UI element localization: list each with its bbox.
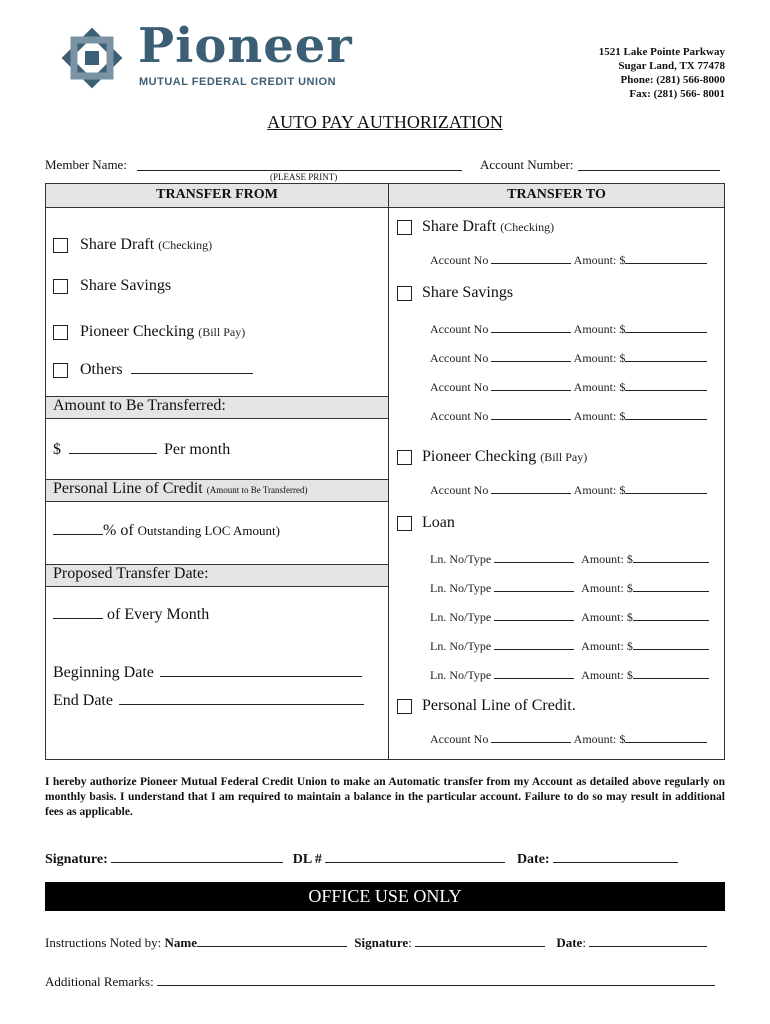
loan-row [430,550,709,567]
amount-field[interactable] [625,378,707,391]
to-share-savings-label: Share Savings [422,284,514,301]
loan-row [430,666,709,683]
ploc-percent-field[interactable] [53,522,103,535]
logo-star-icon [52,18,132,98]
account-no-field[interactable] [491,251,571,264]
to-share-savings-checkbox[interactable] [397,286,412,301]
beginning-date [53,664,362,682]
to-share-savings [397,284,513,302]
date2-field[interactable] [589,934,707,947]
ln-type-label: Ln. No/Type [430,668,492,682]
account-no-label: Account No [430,253,489,267]
every-month-label: of Every Month [107,606,210,623]
signature-row [45,850,678,868]
end-date [53,692,364,710]
amount-field[interactable] [625,481,707,494]
from-share-savings-checkbox[interactable] [53,279,68,294]
authorization-text: I hereby authorize Pioneer Mutual Federal Credit Union to make an Automatic transfer from my Account as detailed above regularly on monthly basis. I understand that I am required to maintain a balance in the particular account. Failure to do so may result in additional fees as applicable. [45,776,725,818]
amount-field[interactable] [633,608,709,621]
account-number-label: Account Number: [480,157,574,172]
signature-label: Signature: [45,852,108,867]
acct-row [430,251,707,268]
please-print-note: (PLEASE PRINT) [270,172,338,182]
amount-field[interactable] [625,320,707,333]
page-title: AUTO PAY AUTHORIZATION [267,112,503,132]
from-pioneer-checking-label: Pioneer Checking [80,323,195,340]
to-share-draft-checkbox[interactable] [397,220,412,235]
amount-label: Amount: $ [581,610,633,624]
instructions-label: Instructions Noted by: [45,935,162,950]
end-date-label: End Date [53,692,113,709]
member-name-field[interactable] [137,157,462,171]
amount-field[interactable] [625,251,707,264]
amount-label: Amount: $ [581,668,633,682]
from-others-checkbox[interactable] [53,363,68,378]
instructions-row: Instructions Noted by: Name Signature: Date: [45,934,707,951]
acct-row [430,407,707,424]
ln-type-field[interactable] [494,608,574,621]
ploc-header-note: (Amount to Be Transferred) [206,485,308,495]
ploc-percent [53,522,280,540]
phone: Phone: (281) 566-8000 [620,74,725,86]
acct-row [430,730,707,747]
org-subtitle: MUTUAL FEDERAL CREDIT UNION [139,76,337,88]
dollar-sign: $ [53,441,61,458]
to-share-draft-note: (Checking) [500,220,555,234]
amount-field[interactable] [633,579,709,592]
from-share-draft-checkbox[interactable] [53,238,68,253]
ln-type-field[interactable] [494,550,574,563]
acct-row [430,481,707,498]
amount-label: Amount: $ [581,639,633,653]
signature2-field[interactable] [415,934,545,947]
logo [52,18,132,98]
account-no-label: Account No [430,351,489,365]
account-no-label: Account No [430,409,489,423]
amount-header: Amount to Be Transferred: [53,397,226,414]
name-label: Name [164,935,198,950]
loan-row [430,608,709,625]
amount-label: Amount: $ [581,581,633,595]
address-line-1: 1521 Lake Pointe Parkway [598,46,725,58]
account-no-field[interactable] [491,378,571,391]
to-share-draft-label: Share Draft [422,218,497,235]
per-month-label: Per month [164,441,231,458]
from-share-savings [53,277,171,295]
from-others [53,361,253,379]
acct-row [430,349,707,366]
amount-field[interactable] [69,441,157,454]
ln-type-label: Ln. No/Type [430,639,492,653]
remarks-row [45,973,715,990]
to-pioneer-checking-note: (Bill Pay) [540,450,588,464]
office-use-title: OFFICE USE ONLY [308,886,462,906]
amount-label: Amount: $ [573,253,626,267]
account-no-field[interactable] [491,349,571,362]
ln-type-field[interactable] [494,637,574,650]
from-others-field[interactable] [131,361,253,374]
from-share-draft [53,236,212,254]
table-divider [388,183,389,760]
date-field[interactable] [553,850,678,863]
from-share-savings-label: Share Savings [80,277,172,294]
amount-label: Amount: $ [573,483,626,497]
org-address [599,45,725,101]
beginning-date-label: Beginning Date [53,664,154,681]
every-month [53,606,209,624]
to-pioneer-checking-label: Pioneer Checking [422,448,537,465]
org-name: Pioneer [138,18,353,74]
to-plc [397,697,576,715]
account-no-label: Account No [430,322,489,336]
amount-field[interactable] [633,637,709,650]
amount-label: Amount: $ [573,351,626,365]
to-pioneer-checking-checkbox[interactable] [397,450,412,465]
proposed-header: Proposed Transfer Date: [53,565,209,582]
end-date-field[interactable] [119,692,364,705]
dl-field[interactable] [325,850,505,863]
acct-row [430,320,707,337]
to-share-draft [397,218,554,236]
from-share-draft-label: Share Draft [80,236,155,253]
account-no-field[interactable] [491,730,571,743]
amount-field[interactable] [633,666,709,679]
ploc-percent-prefix: % of [103,522,134,539]
amount-field[interactable] [625,349,707,362]
amount-label: Amount: $ [573,732,626,746]
to-pioneer-checking [397,448,587,466]
dl-label: DL # [292,852,322,867]
account-no-field[interactable] [491,320,571,333]
loan-row [430,637,709,654]
ln-type-field[interactable] [494,666,574,679]
beginning-date-field[interactable] [160,664,362,677]
remarks-label: Additional Remarks: [45,974,154,989]
remarks-field[interactable] [157,973,715,986]
account-number-field[interactable] [578,157,720,171]
account-no-label: Account No [430,483,489,497]
date-label: Date: [516,852,550,867]
ploc-header [53,480,308,498]
ln-type-label: Ln. No/Type [430,610,492,624]
signature2-label: Signature [354,935,409,950]
amount-label: Amount: $ [573,380,626,394]
signature-field[interactable] [111,850,283,863]
transfer-to-title: TRANSFER TO [507,187,606,202]
amount-field[interactable] [633,550,709,563]
to-plc-checkbox[interactable] [397,699,412,714]
amount-field[interactable] [625,407,707,420]
ln-type-field[interactable] [494,579,574,592]
from-others-label: Others [80,361,123,378]
date2-label: Date [556,935,583,950]
loan-row [430,579,709,596]
to-loan [397,514,455,532]
ploc-percent-suffix: Outstanding LOC Amount) [137,523,280,538]
ln-type-label: Ln. No/Type [430,552,492,566]
account-no-field[interactable] [491,481,571,494]
amount-label: Amount: $ [573,409,626,423]
name-field[interactable] [197,934,347,947]
from-share-draft-note: (Checking) [158,238,213,252]
from-pioneer-checking-note: (Bill Pay) [198,325,246,339]
account-no-field[interactable] [491,407,571,420]
from-pioneer-checking-checkbox[interactable] [53,325,68,340]
acct-row [430,378,707,395]
amount-label: Amount: $ [581,552,633,566]
amount-label: Amount: $ [573,322,626,336]
to-plc-label: Personal Line of Credit. [422,697,576,714]
day-field[interactable] [53,606,103,619]
member-name-label: Member Name: [45,157,127,172]
to-loan-label: Loan [422,514,455,531]
to-loan-checkbox[interactable] [397,516,412,531]
account-no-label: Account No [430,732,489,746]
amount-field[interactable] [625,730,707,743]
account-no-label: Account No [430,380,489,394]
ln-type-label: Ln. No/Type [430,581,492,595]
from-pioneer-checking [53,323,245,341]
amount-per-month [53,441,230,459]
transfer-from-title: TRANSFER FROM [156,187,278,202]
address-line-2: Sugar Land, TX 77478 [618,60,725,72]
ploc-header-label: Personal Line of Credit [53,480,203,497]
fax: Fax: (281) 566- 8001 [629,88,725,100]
